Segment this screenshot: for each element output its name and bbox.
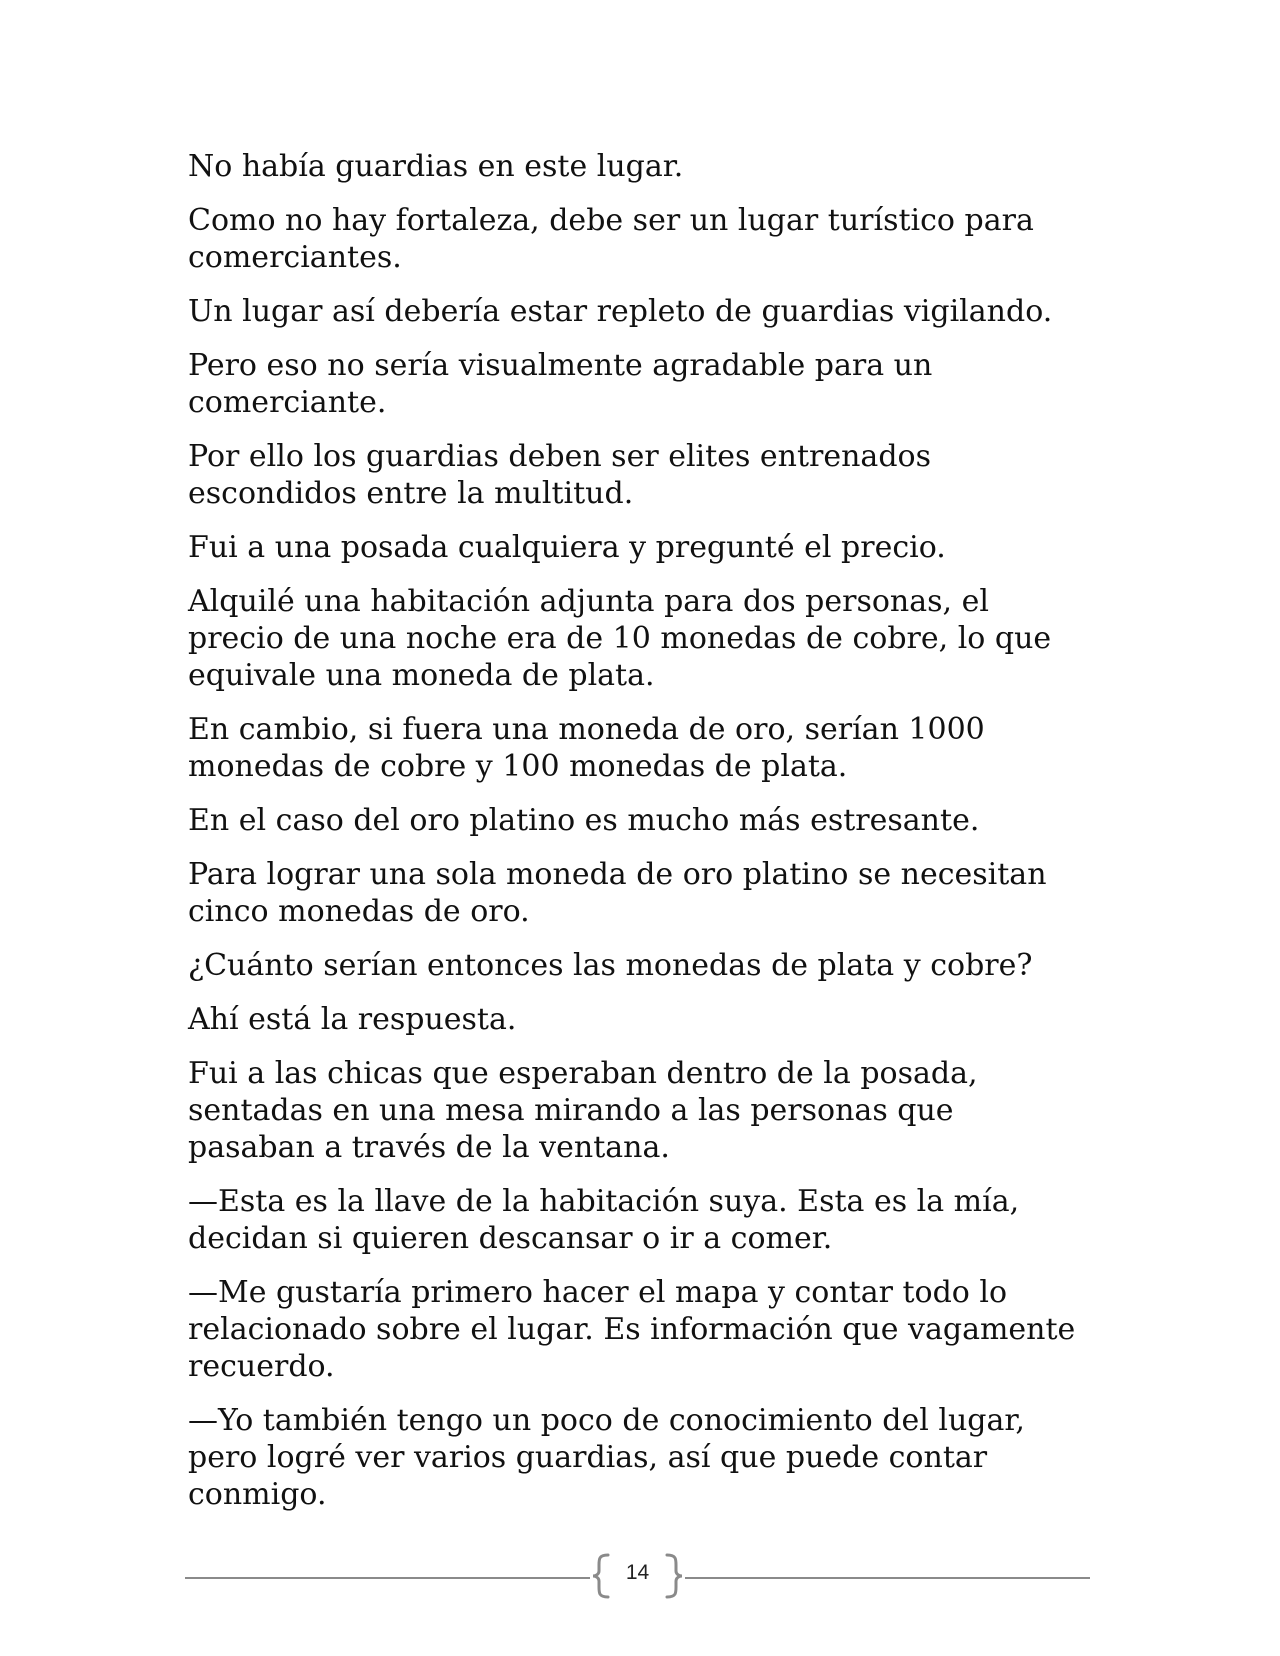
paragraph: En cambio, si fuera una moneda de oro, serían 1000 monedas de cobre y 100 monedas de plata. [188, 712, 985, 784]
paragraph: Fui a las chicas que esperaban dentro de la posada, sentadas en una mesa mirando a las personas que pasaban a través de la ventana. [188, 1056, 978, 1165]
paragraph: ¿Cuánto serían entonces las monedas de plata y cobre? [188, 948, 1033, 983]
page-number: 14 [625, 1561, 650, 1584]
paragraph: Como no hay fortaleza, debe ser un lugar turístico para comerciantes. [188, 203, 1034, 275]
paragraph: Un lugar así debería estar repleto de guardias vigilando. [188, 294, 1053, 329]
paragraph: Alquilé una habitación adjunta para dos personas, el precio de una noche era de 10 monedas de cobre, lo que equivale una moneda de plata. [188, 584, 1052, 693]
paragraph: Para lograr una sola moneda de oro platino se necesitan cinco monedas de oro. [188, 857, 1047, 929]
right-bracket-icon [661, 1553, 685, 1599]
body-text [188, 148, 1088, 1530]
paragraph: Ahí está la respuesta. [188, 1002, 517, 1037]
paragraph: No había guardias en este lugar. [188, 149, 684, 184]
paragraph: Fui a una posada cualquiera y pregunté el precio. [188, 530, 946, 565]
paragraph: Pero eso no sería visualmente agradable para un comerciante. [188, 348, 933, 420]
footer-rule-right [685, 1577, 1090, 1579]
page-footer [185, 1545, 1090, 1605]
paragraph: —Yo también tengo un poco de conocimiento del lugar, pero logré ver varios guardias, así que puede contar conmigo. [188, 1403, 1025, 1512]
paragraph: —Me gustaría primero hacer el mapa y contar todo lo relacionado sobre el lugar. Es información que vagamente recuerdo. [188, 1275, 1076, 1384]
paragraph: —Esta es la llave de la habitación suya. Esta es la mía, decidan si quieren descansar o ir a comer. [188, 1184, 1020, 1256]
paragraph: Por ello los guardias deben ser elites entrenados escondidos entre la multitud. [188, 439, 931, 511]
footer-rule-left [185, 1577, 590, 1579]
paragraph: En el caso del oro platino es mucho más estresante. [188, 803, 980, 838]
